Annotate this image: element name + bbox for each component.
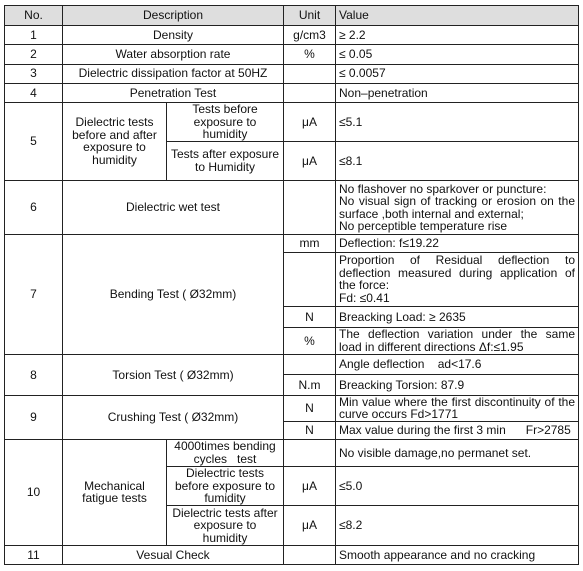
- row-no: 5: [5, 103, 63, 181]
- row-value: ≤ 0.0057: [336, 64, 579, 83]
- row-value: Min value where the first discontinuity of the curve occurs Fd>1771: [336, 395, 579, 421]
- row-value: ≥ 2.2: [336, 26, 579, 45]
- value-line: No flashover no sparkover or puncture:: [339, 181, 547, 196]
- row-unit: [284, 83, 336, 102]
- table-row: [5, 64, 579, 83]
- header-value: Value: [336, 6, 579, 26]
- table-row: [5, 45, 579, 64]
- row-no: 1: [5, 26, 63, 45]
- row-value: Breacking Load: ≥ 2635: [336, 307, 579, 327]
- row-value: ≤ 0.05: [336, 45, 579, 64]
- row-unit: [284, 355, 336, 375]
- row-sub-description: Tests after exposure to Humidity: [167, 142, 284, 181]
- row-value: Smooth appearance and no cracking: [336, 545, 579, 564]
- row-unit: [284, 64, 336, 83]
- value-line: Fd: ≤0.41: [339, 290, 390, 305]
- row-unit: μA: [284, 466, 336, 506]
- header-description: Description: [63, 6, 284, 26]
- row-description: Penetration Test: [63, 83, 284, 102]
- row-sub-description: Dielectric tests before exposure to fumidity: [167, 466, 284, 506]
- value-line: No visual sign of tracking or erosion on the surface ,both internal and external;: [339, 194, 575, 221]
- row-unit: [284, 440, 336, 466]
- row-sub-description: Tests before exposure to humidity: [167, 103, 284, 142]
- table-row: [5, 180, 579, 235]
- row-no: 6: [5, 180, 63, 235]
- row-description: Dielectric wet test: [63, 180, 284, 235]
- table-row: [5, 545, 579, 564]
- row-value: Deflection: f≤19.22: [336, 235, 579, 252]
- row-group-description: Mechanical fatigue tests: [63, 440, 167, 545]
- table-row: [5, 26, 579, 45]
- row-unit: mm: [284, 235, 336, 252]
- table-row: [5, 395, 579, 421]
- row-value: Max value during the first 3 min Fr>2785: [336, 421, 579, 439]
- table-row: [5, 235, 579, 252]
- row-unit: %: [284, 327, 336, 354]
- row-unit: %: [284, 45, 336, 64]
- row-value: No visible damage,no permanet set.: [336, 440, 579, 466]
- row-value: The deflection variation under the same load in different directions Δf:≤1.95: [336, 327, 579, 354]
- row-value: Breacking Torsion: 87.9: [336, 375, 579, 395]
- row-no: 3: [5, 64, 63, 83]
- row-description: Vesual Check: [63, 545, 284, 564]
- row-no: 10: [5, 440, 63, 545]
- row-value: Non–penetration: [336, 83, 579, 102]
- row-no: 2: [5, 45, 63, 64]
- row-value: ≤8.2: [336, 506, 579, 546]
- value-line: Proportion of Residual deflection to deflection measured during application of the force:: [339, 253, 575, 293]
- row-no: 9: [5, 395, 63, 440]
- row-value: ≤5.1: [336, 103, 579, 142]
- row-value: [336, 180, 579, 235]
- row-unit: N: [284, 307, 336, 327]
- row-unit: μA: [284, 103, 336, 142]
- row-no: 4: [5, 83, 63, 102]
- row-unit: μA: [284, 506, 336, 546]
- row-unit: [284, 545, 336, 564]
- header-no: No.: [5, 6, 63, 26]
- row-description: Dielectric dissipation factor at 50HZ: [63, 64, 284, 83]
- row-unit: N.m: [284, 375, 336, 395]
- row-unit: μA: [284, 142, 336, 181]
- specification-table: [4, 5, 579, 565]
- row-sub-description: Dielectric tests after exposure to humidity: [167, 506, 284, 546]
- row-value: ≤8.1: [336, 142, 579, 181]
- row-unit: N: [284, 421, 336, 439]
- row-value: Angle deflection ad<17.6: [336, 355, 579, 375]
- row-description: Density: [63, 26, 284, 45]
- header-unit: Unit: [284, 6, 336, 26]
- row-unit: [284, 180, 336, 235]
- table-row: [5, 440, 579, 466]
- row-description: Crushing Test ( Ø32mm): [63, 395, 284, 440]
- row-value: ≤5.0: [336, 466, 579, 506]
- row-unit: g/cm3: [284, 26, 336, 45]
- row-unit: [284, 252, 336, 307]
- table-row: [5, 83, 579, 102]
- row-description: Water absorption rate: [63, 45, 284, 64]
- table-row: [5, 103, 579, 142]
- row-value: [336, 252, 579, 307]
- row-description: Bending Test ( Ø32mm): [63, 235, 284, 355]
- row-sub-description: 4000times bending cycles test: [167, 440, 284, 466]
- row-no: 7: [5, 235, 63, 355]
- table-row: [5, 355, 579, 375]
- spec-table-container: [4, 5, 578, 565]
- row-no: 8: [5, 355, 63, 396]
- header-row: [5, 6, 579, 26]
- row-unit: N: [284, 395, 336, 421]
- row-no: 11: [5, 545, 63, 564]
- row-group-description: Dielectric tests before and after exposure to humidity: [63, 103, 167, 181]
- value-line: No perceptible temperature rise: [339, 219, 508, 233]
- row-description: Torsion Test ( Ø32mm): [63, 355, 284, 396]
